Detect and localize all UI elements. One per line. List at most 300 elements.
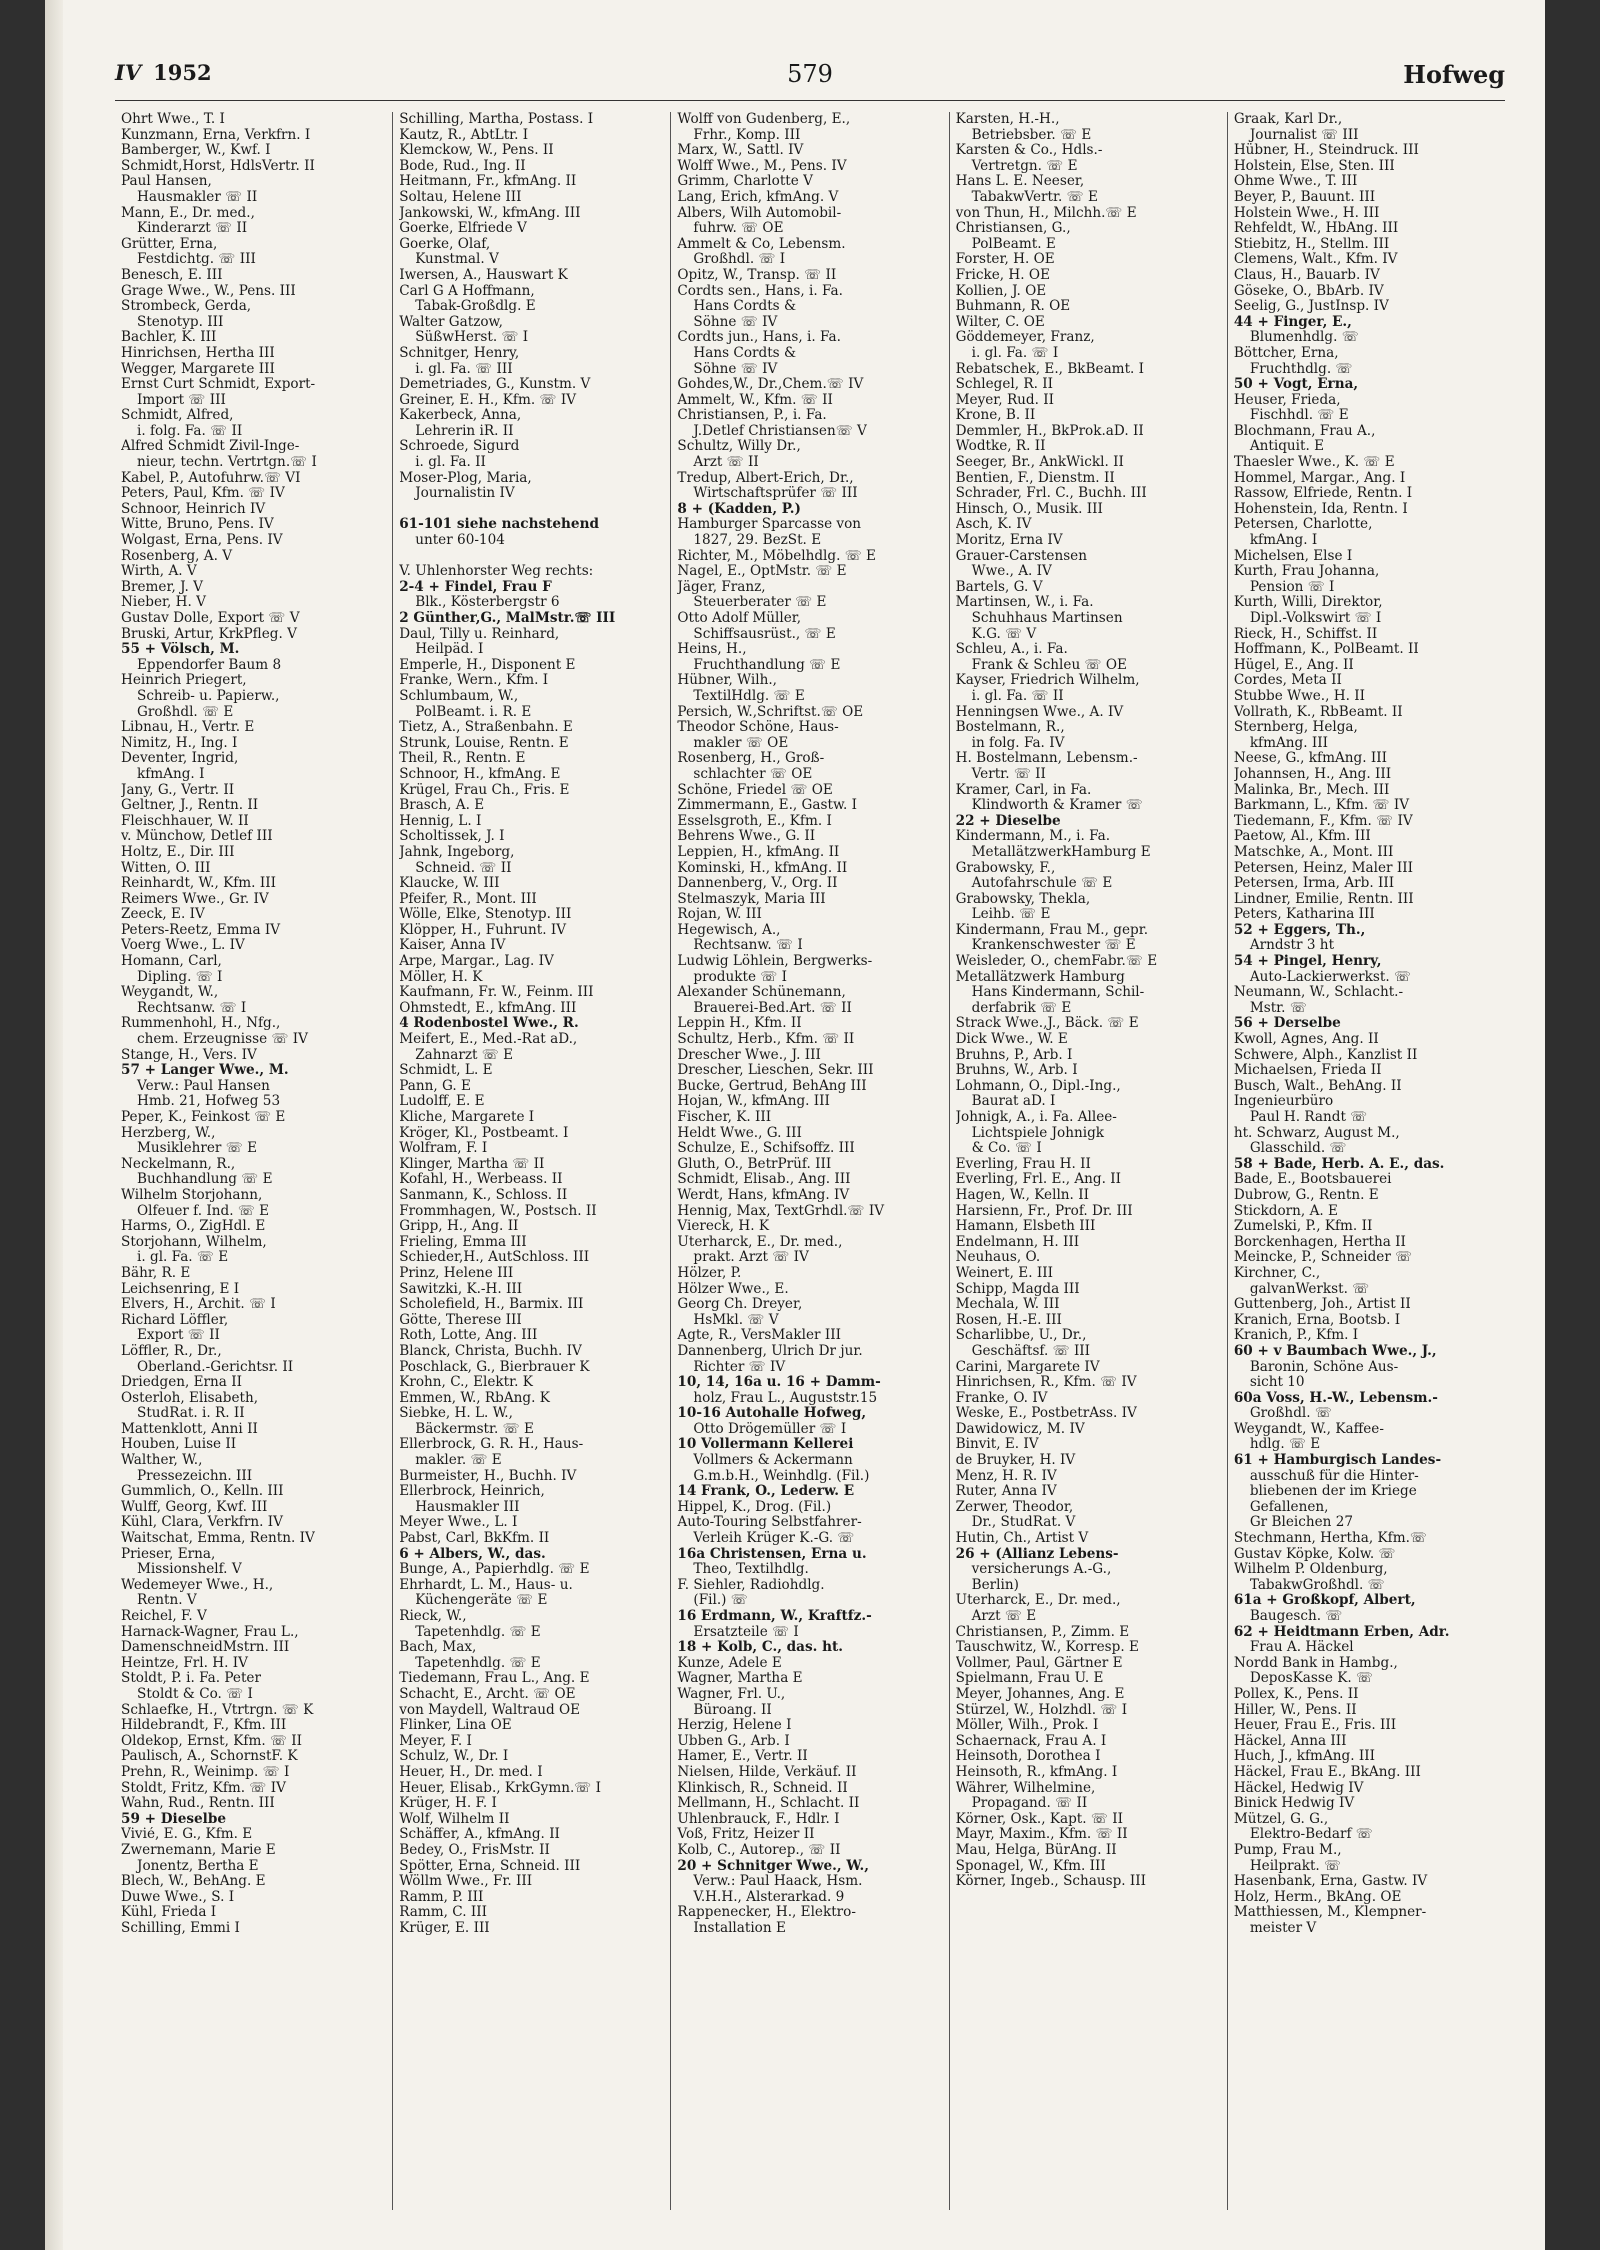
directory-entry: Weygandt, W., — [121, 985, 219, 1001]
directory-entry: Geltner, J., Rentn. II — [121, 798, 259, 814]
directory-entry: Hans Kindermann, Schil- — [971, 985, 1145, 1001]
directory-entry: Weinert, E. III — [955, 1265, 1053, 1281]
directory-entry: Henningsen Wwe., A. IV — [955, 704, 1124, 720]
street-name: Hofweg — [1403, 60, 1505, 89]
directory-entry: Ruter, Anna IV — [955, 1484, 1057, 1500]
directory-entry: Küchengeräte ☏ E — [415, 1593, 548, 1609]
directory-entry: Emmen, W., RbAng. K — [399, 1390, 550, 1406]
directory-entry: Tietz, A., Straßenbahn. E — [399, 720, 573, 736]
directory-entry: Matthiessen, M., Klempner- — [1233, 1905, 1427, 1921]
directory-entry: Grütter, Erna, — [121, 236, 218, 252]
directory-entry: V. Uhlenhorster Weg rechts: — [399, 564, 594, 580]
directory-entry: Stenotyp. III — [137, 314, 224, 330]
directory-entry: in folg. Fa. IV — [971, 735, 1065, 751]
directory-entry: Prinz, Helene III — [399, 1265, 514, 1281]
directory-entry: Scholefield, H., Barmix. III — [399, 1297, 584, 1313]
directory-entry: Rieck, W., — [399, 1609, 467, 1624]
directory-entry: Nimitz, H., Ing. I — [121, 735, 238, 751]
directory-entry: Ramm, P. III — [399, 1889, 484, 1905]
directory-entry: Everling, Frl. E., Ang. II — [955, 1172, 1122, 1188]
column-4 — [950, 112, 1228, 2210]
directory-entry: PolBeamt. i. R. E — [415, 704, 532, 720]
directory-entry: ausschuß für die Hinter- — [1249, 1468, 1419, 1484]
directory-entry: Bode, Rud., Ing. II — [399, 158, 526, 174]
directory-entry: Hinsch, O., Musik. III — [955, 501, 1103, 517]
directory-entry: Krüger, E. III — [399, 1920, 490, 1936]
directory-entry: Brasch, A. E — [399, 798, 485, 814]
directory-entry: Carini, Margarete IV — [955, 1359, 1100, 1375]
column-5 — [1228, 112, 1505, 2210]
directory-entry: Krüger, H. F. I — [399, 1796, 497, 1812]
directory-entry: i. gl. Fa. ☏ I — [971, 345, 1059, 361]
directory-entry: Ammelt & Co, Lebensm. — [677, 236, 846, 252]
directory-entry: Heinsoth, Dorothea I — [955, 1749, 1101, 1765]
directory-entry: Rosenberg, A. V — [121, 548, 233, 564]
directory-entry: Baurat aD. I — [971, 1094, 1056, 1110]
directory-entry: 10 Vollermann Kellerei — [677, 1437, 854, 1453]
directory-entry: Ludwig Löhlein, Bergwerks- — [677, 954, 873, 970]
directory-entry: Fricke, H. OE — [955, 267, 1050, 283]
directory-entry: Hans L. E. Neeser, — [955, 174, 1085, 190]
directory-entry: 22 + Dieselbe — [955, 813, 1061, 829]
directory-entry: Pump, Frau M., — [1233, 1842, 1342, 1858]
directory-entry: 14 Frank, O., Lederw. E — [677, 1484, 855, 1500]
directory-entry: Heilpäd. I — [415, 642, 484, 658]
directory-entry: Osterloh, Elisabeth, — [121, 1390, 259, 1406]
directory-entry: Spötter, Erna, Schneid. III — [399, 1858, 581, 1874]
directory-entry: Wegger, Margarete III — [121, 361, 275, 377]
directory-entry: Wilhelm P. Oldenburg, — [1233, 1562, 1388, 1578]
directory-entry: Dipl.-Volkswirt ☏ I — [1249, 611, 1382, 626]
directory-entry: Gefallenen, — [1249, 1499, 1329, 1515]
directory-entry: Reinhardt, W., Kfm. III — [121, 876, 276, 892]
directory-entry: Kakerbeck, Anna, — [399, 408, 522, 424]
directory-entry: Lehrerin iR. II — [415, 423, 514, 439]
directory-entry: Söhne ☏ IV — [693, 314, 778, 330]
directory-entry: DamenschneidMstrn. III — [121, 1640, 290, 1656]
directory-entry: Uhlenbrauck, F., Hdlr. I — [677, 1811, 840, 1827]
directory-entry: Klaucke, W. III — [399, 876, 500, 892]
directory-entry: Sawitzki, K.-H. III — [399, 1281, 523, 1297]
directory-entry: Bade, E., Bootsbauerei — [1233, 1172, 1392, 1188]
directory-entry: Schlumbaum, W., — [399, 688, 519, 704]
directory-entry: Mau, Helga, BürAng. II — [955, 1842, 1117, 1858]
directory-entry: Brauerei-Bed.Art. ☏ II — [693, 1000, 852, 1016]
directory-entry: Burmeister, H., Buchh. IV — [399, 1468, 577, 1484]
directory-entry: Hans Cordts & — [693, 299, 797, 315]
directory-entry: 18 + Kolb, C., das. ht. — [677, 1640, 844, 1656]
directory-entry: Libnau, H., Vertr. E — [121, 720, 255, 736]
directory-entry: Herzig, Helene I — [677, 1718, 792, 1734]
directory-entry: Richter ☏ IV — [693, 1359, 786, 1375]
directory-entry: Metallätzwerk Hamburg — [955, 969, 1125, 985]
directory-entry: Schulz, W., Dr. I — [399, 1749, 509, 1765]
directory-entry: 2-4 + Findel, Frau F — [399, 579, 552, 595]
directory-entry: Arndstr 3 ht — [1249, 938, 1335, 954]
directory-entry: Klinkisch, R., Schneid. II — [677, 1780, 848, 1796]
directory-entry: Gluth, O., BetrPrüf. III — [677, 1156, 832, 1172]
column-1 — [115, 112, 393, 2210]
directory-entry: StudRat. i. R. II — [137, 1406, 245, 1422]
directory-entry: Ehrhardt, L. M., Haus- u. — [399, 1577, 573, 1593]
directory-entry: Reichel, F. V — [121, 1609, 207, 1624]
directory-entry: Vertr. ☏ II — [971, 766, 1046, 782]
directory-entry: Homann, Carl, — [121, 954, 222, 970]
directory-entry: Bäckermstr. ☏ E — [415, 1421, 534, 1437]
directory-entry: Baronin, Schöne Aus- — [1249, 1359, 1399, 1375]
directory-entry: Kühl, Clara, Verkfrn. IV — [121, 1515, 283, 1531]
directory-entry: Meyer, Johannes, Ang. E — [955, 1686, 1125, 1702]
directory-entry: Schlegel, R. II — [955, 377, 1054, 393]
directory-entry: Ramm, C. III — [399, 1905, 487, 1921]
directory-entry: Vollmers & Ackermann — [693, 1453, 853, 1469]
directory-entry: Rassow, Elfriede, Rentn. I — [1233, 486, 1413, 502]
directory-entry: Graak, Karl Dr., — [1233, 112, 1343, 127]
directory-entry: 16 Erdmann, W., Kraftfz.- — [677, 1609, 872, 1624]
directory-entry: Frhr., Komp. III — [693, 127, 801, 143]
directory-entry: i. gl. Fa. ☏ III — [415, 361, 513, 377]
directory-entry: Storjohann, Wilhelm, — [121, 1234, 267, 1250]
directory-entry: Antiquit. E — [1249, 439, 1325, 455]
directory-entry: hdlg. ☏ E — [1249, 1437, 1321, 1453]
directory-entry: Ellerbrock, Heinrich, — [399, 1484, 545, 1500]
directory-entry: Journalist ☏ III — [1249, 127, 1359, 143]
directory-entry: Schroede, Sigurd — [399, 439, 520, 455]
directory-entry: Meincke, P., Schneider ☏ — [1233, 1250, 1413, 1266]
directory-entry: Autofahrschule ☏ E — [971, 876, 1113, 892]
directory-entry: Gustav Köpke, Kolw. ☏ — [1233, 1546, 1396, 1562]
year-label: 1952 — [153, 60, 212, 85]
directory-entry: Cordts jun., Hans, i. Fa. — [677, 330, 841, 346]
directory-entry: Tabak-Großdlg. E — [415, 299, 536, 315]
directory-entry: ht. Schwarz, August M., — [1233, 1125, 1400, 1141]
directory-entry: Vollrath, K., RbBeamt. II — [1233, 704, 1403, 720]
directory-entry: Demetriades, G., Kunstm. V — [399, 377, 591, 393]
directory-entry: Eppendorfer Baum 8 — [137, 657, 282, 673]
directory-entry: Kranich, Erna, Bootsb. I — [1233, 1312, 1401, 1328]
directory-entry: Siebke, H. L. W., — [399, 1406, 513, 1422]
directory-entry: Christiansen, P., i. Fa. — [677, 408, 827, 424]
directory-entry: Hausmakler III — [415, 1499, 520, 1515]
directory-entry: Blumenhdlg. ☏ — [1249, 330, 1359, 346]
directory-entry: Installation E — [693, 1920, 786, 1936]
directory-entry: Bruhns, W., Arb. I — [955, 1063, 1078, 1079]
directory-entry: Dr., StudRat. V — [971, 1515, 1076, 1531]
directory-entry: Herzberg, W., — [121, 1125, 216, 1141]
directory-entry: Driedgen, Erna II — [121, 1375, 242, 1391]
directory-entry: Georg Ch. Dreyer, — [677, 1297, 803, 1313]
directory-entry: Neckelmann, R., — [121, 1156, 236, 1172]
directory-entry: Rechtsanw. ☏ I — [137, 1000, 247, 1016]
directory-entry: derfabrik ☏ E — [971, 1000, 1072, 1016]
directory-entry: K.G. ☏ V — [971, 626, 1037, 642]
directory-entry: Heilprakt. ☏ — [1249, 1858, 1342, 1874]
directory-page — [45, 0, 1545, 2250]
directory-entry: Heintze, Frl. H. IV — [121, 1655, 248, 1671]
directory-entry: Leppin H., Kfm. II — [677, 1016, 802, 1032]
directory-entry: Meyer Wwe., L. I — [399, 1515, 518, 1531]
directory-entry: Kayser, Friedrich Wilhelm, — [955, 673, 1140, 689]
directory-entry: Journalistin IV — [415, 486, 515, 502]
directory-entry: Hinrichsen, Hertha III — [121, 345, 275, 361]
directory-entry: Klindworth & Kramer ☏ — [971, 798, 1143, 814]
directory-entry: Wolff Wwe., M., Pens. IV — [677, 158, 847, 174]
directory-entry: Leichsenring, E I — [121, 1281, 240, 1297]
directory-entry: Holstein Wwe., H. III — [1233, 205, 1380, 221]
directory-entry: Christiansen, G., — [955, 221, 1071, 237]
directory-entry: Hoffmann, K., PolBeamt. II — [1233, 642, 1419, 658]
directory-entry: Grabowsky, Thekla, — [955, 891, 1091, 907]
directory-entry: Kunzmann, Erna, Verkfrn. I — [121, 127, 311, 143]
directory-entry: Schnoor, H., kfmAng. E — [399, 766, 561, 782]
directory-entry: Wolgast, Erna, Pens. IV — [121, 533, 283, 549]
directory-entry: Pfeifer, R., Mont. III — [399, 891, 537, 907]
directory-entry: Barkmann, L., Kfm. ☏ IV — [1233, 798, 1410, 814]
directory-entry: Hegewisch, A., — [677, 922, 781, 938]
directory-entry: Hübner, Wilh., — [677, 673, 777, 689]
page-number: 579 — [787, 60, 833, 88]
directory-entry: Holz, Herm., BkAng. OE — [1233, 1889, 1402, 1905]
directory-entry: Tapetenhdlg. ☏ E — [415, 1655, 541, 1671]
directory-entry: Schilling, Emmi I — [121, 1920, 240, 1936]
directory-entry: Nielsen, Hilde, Verkäuf. II — [677, 1764, 857, 1780]
directory-entry: Wolff von Gudenberg, E., — [677, 112, 851, 127]
directory-entry: produkte ☏ I — [693, 969, 788, 985]
directory-entry: Walther, W., — [121, 1453, 203, 1469]
page-binding-edge — [45, 0, 63, 2250]
directory-entry: Hohenstein, Ida, Rentn. I — [1233, 501, 1408, 517]
directory-entry: Glasschild. ☏ — [1249, 1141, 1347, 1157]
directory-entry: Dick Wwe., W. E — [955, 1032, 1068, 1048]
directory-entry: kfmAng. I — [137, 766, 205, 782]
directory-entry: Göddemeyer, Franz, — [955, 330, 1095, 346]
directory-entry: Häckel, Anna III — [1233, 1733, 1347, 1749]
directory-entry: Heuser, Frieda, — [1233, 392, 1341, 408]
directory-entry: Kaiser, Anna IV — [399, 938, 506, 954]
directory-entry: Gustav Dolle, Export ☏ V — [121, 611, 300, 626]
directory-entry: Greiner, E. H., Kfm. ☏ IV — [399, 392, 577, 408]
directory-entry: Möller, Wilh., Prok. I — [955, 1718, 1099, 1734]
directory-entry: Rehfeldt, W., HbAng. III — [1233, 221, 1399, 237]
directory-entry: Thaesler Wwe., K. ☏ E — [1233, 455, 1395, 471]
directory-entry: Stelmaszyk, Maria III — [677, 891, 826, 907]
directory-entry: Clemens, Walt., Kfm. IV — [1233, 252, 1398, 268]
directory-entry: Heinsoth, R., kfmAng. I — [955, 1764, 1118, 1780]
directory-entry: Pann, G. E — [399, 1078, 471, 1094]
directory-entry: Witte, Bruno, Pens. IV — [121, 517, 274, 533]
directory-entry: Ernst Curt Schmidt, Export- — [121, 377, 316, 393]
directory-entry: Frommhagen, W., Postsch. II — [399, 1203, 597, 1219]
directory-entry: Rieck, H., Schiffst. II — [1233, 626, 1378, 642]
directory-entry: Hippel, K., Drog. (Fil.) — [677, 1499, 832, 1515]
directory-entry: Krankenschwester ☏ E — [971, 938, 1136, 954]
directory-entry: Rebatschek, E., BkBeamt. I — [955, 361, 1145, 377]
directory-entry: de Bruyker, H. IV — [955, 1453, 1076, 1469]
directory-entry: Rojan, W. III — [677, 907, 762, 923]
directory-entry: 58 + Bade, Herb. A. E., das. — [1233, 1156, 1445, 1172]
directory-entry: Oldekop, Ernst, Kfm. ☏ II — [121, 1733, 303, 1749]
directory-entry: Jonentz, Bertha E — [137, 1858, 259, 1874]
directory-entry: Bucke, Gertrud, BehAng III — [677, 1078, 867, 1094]
directory-entry: Cordes, Meta II — [1233, 673, 1342, 689]
directory-entry: Witten, O. III — [121, 860, 211, 876]
directory-entry: Tiedemann, F., Kfm. ☏ IV — [1233, 813, 1413, 829]
directory-entry: Spielmann, Frau U. E — [955, 1671, 1104, 1687]
directory-entry: Peters-Reetz, Emma IV — [121, 922, 281, 938]
directory-entry: Weisleder, O., chemFabr.☏ E — [955, 954, 1158, 970]
directory-entry: Rentn. V — [137, 1593, 197, 1609]
directory-entry: Import ☏ III — [137, 392, 226, 408]
directory-entry: Weygandt, W., Kaffee- — [1233, 1421, 1384, 1437]
directory-entry: Lichtspiele Johnigk — [971, 1125, 1105, 1141]
directory-entry: Strunk, Louise, Rentn. E — [399, 735, 569, 751]
directory-entry: 61-101 siehe nachstehend — [399, 517, 599, 533]
directory-entry: Schuhhaus Martinsen — [971, 611, 1123, 626]
directory-entry: Harms, O., ZigHdl. E — [121, 1219, 266, 1235]
directory-entry: i. folg. Fa. ☏ II — [137, 423, 243, 439]
directory-entry: Kühl, Frieda I — [121, 1905, 217, 1921]
directory-entry: 56 + Derselbe — [1233, 1016, 1341, 1032]
directory-entry: Kautz, R., AbtLtr. I — [399, 127, 529, 143]
directory-entry: Malinka, Br., Mech. III — [1233, 782, 1390, 798]
directory-entry: Hinrichsen, R., Kfm. ☏ IV — [955, 1375, 1137, 1391]
directory-entry: Missionshelf. V — [137, 1562, 242, 1578]
directory-entry: Vollmer, Paul, Gärtner E — [955, 1655, 1123, 1671]
directory-entry: Schiffsausrüst., ☏ E — [693, 626, 836, 642]
directory-entry: Scholtissek, J. I — [399, 829, 505, 845]
directory-entry: Dawidowicz, M. IV — [955, 1421, 1085, 1437]
directory-entry: Petersen, Heinz, Maler III — [1233, 860, 1413, 876]
directory-entry: Houben, Luise II — [121, 1437, 237, 1453]
directory-entry: makler. ☏ E — [415, 1453, 502, 1469]
directory-entry: Wagner, Martha E — [677, 1671, 803, 1687]
directory-entry: Schmidt,Horst, HdlsVertr. II — [121, 158, 315, 174]
directory-entry: Johnigk, A., i. Fa. Allee- — [955, 1110, 1117, 1125]
directory-entry: Petersen, Irma, Arb. III — [1233, 876, 1395, 892]
directory-entry: Hagen, W., Kelln. II — [955, 1187, 1089, 1203]
directory-entry: Nieber, H. V — [121, 595, 206, 611]
directory-entry: Kofahl, H., Werbeass. II — [399, 1172, 563, 1188]
entries-columns — [115, 112, 1505, 2210]
directory-entry: Schwere, Alph., Kanzlist II — [1233, 1047, 1418, 1063]
directory-entry: Stechmann, Hertha, Kfm.☏ — [1233, 1531, 1427, 1547]
directory-entry: chem. Erzeugnisse ☏ IV — [137, 1032, 308, 1048]
directory-entry: Grauer-Carstensen — [955, 548, 1087, 564]
directory-entry: Hamann, Elsbeth III — [955, 1219, 1096, 1235]
directory-entry: Verw.: Paul Haack, Hsm. — [693, 1874, 863, 1890]
directory-entry: Kröger, Kl., Postbeamt. I — [399, 1125, 569, 1141]
directory-entry: Stange, H., Vers. IV — [121, 1047, 257, 1063]
directory-entry: Heins, H., — [677, 642, 747, 658]
directory-entry: Daul, Tilly u. Reinhard, — [399, 626, 560, 642]
directory-entry: 55 + Völsch, M. — [121, 642, 240, 658]
directory-entry: Schipp, Magda III — [955, 1281, 1080, 1297]
directory-entry: Wölle, Elke, Stenotyp. III — [399, 907, 572, 923]
directory-entry: Paulisch, A., SchornstF. K — [121, 1749, 298, 1765]
directory-entry: Oberland.-Gerichtsr. II — [137, 1359, 294, 1375]
directory-entry: 8 + (Kadden, P.) — [677, 501, 801, 517]
directory-entry: Gummlich, O., Kelln. III — [121, 1484, 284, 1500]
directory-entry: galvanWerkst. ☏ — [1249, 1281, 1370, 1297]
directory-entry: Kurth, Willi, Direktor, — [1233, 595, 1383, 611]
directory-entry: Walter Gatzow, — [399, 314, 503, 330]
directory-entry: Binvit, E. IV — [955, 1437, 1039, 1453]
directory-entry: Paul H. Randt ☏ — [1249, 1110, 1368, 1125]
directory-entry: Bach, Max, — [399, 1640, 477, 1656]
directory-entry: TabakwGroßhdl. ☏ — [1249, 1577, 1385, 1593]
directory-entry: 50 + Vogt, Erna, — [1233, 377, 1359, 393]
directory-entry: Propagand. ☏ II — [971, 1796, 1088, 1812]
directory-entry: Busch, Walt., BehAng. II — [1233, 1078, 1402, 1094]
directory-entry: DeposKasse K. ☏ — [1249, 1671, 1373, 1687]
directory-entry: Jankowski, W., kfmAng. III — [399, 205, 581, 221]
directory-entry: F. Siehler, Radiohdlg. — [677, 1577, 825, 1593]
directory-entry: Kirchner, C., — [1233, 1265, 1321, 1281]
directory-entry: Hommel, Margar., Ang. I — [1233, 470, 1406, 486]
directory-entry: Mellmann, H., Schlacht. II — [677, 1796, 860, 1812]
directory-entry: H. Bostelmann, Lebensm.- — [955, 751, 1138, 767]
directory-entry: Leihb. ☏ E — [971, 907, 1051, 923]
directory-entry: Lang, Erich, kfmAng. V — [677, 189, 839, 205]
directory-entry: Ammelt, W., Kfm. ☏ II — [677, 392, 833, 408]
directory-entry: Schultz, Herb., Kfm. ☏ II — [677, 1032, 855, 1048]
directory-entry: Hans Cordts & — [693, 345, 797, 361]
directory-entry: i. gl. Fa. II — [415, 455, 486, 471]
directory-entry: Kranich, P., Kfm. I — [1233, 1328, 1359, 1344]
directory-entry: Hausmakler ☏ II — [137, 189, 258, 205]
directory-entry: Peters, Katharina III — [1233, 907, 1375, 923]
directory-entry: 2 Günther,G., MalMstr.☏ III — [399, 611, 616, 626]
directory-entry: Frieling, Emma III — [399, 1234, 527, 1250]
directory-entry: Böttcher, Erna, — [1233, 345, 1339, 361]
directory-entry: Blochmann, Frau A., — [1233, 423, 1376, 439]
directory-entry: Stoldt, Fritz, Kfm. ☏ IV — [121, 1780, 286, 1796]
directory-entry: 54 + Pingel, Henry, — [1233, 954, 1382, 970]
directory-entry: Zimmermann, E., Gastw. I — [677, 798, 857, 814]
directory-entry: Kliche, Margarete I — [399, 1110, 535, 1125]
directory-entry: von Maydell, Waltraud OE — [399, 1702, 581, 1718]
directory-entry: Leppien, H., kfmAng. II — [677, 844, 840, 860]
directory-entry: Tapetenhdlg. ☏ E — [415, 1624, 541, 1640]
directory-entry: Kindermann, Frau M., gepr. — [955, 922, 1149, 938]
directory-entry: Karsten & Co., Hdls.- — [955, 143, 1103, 159]
directory-entry: Franke, Wern., Kfm. I — [399, 673, 549, 689]
directory-entry: Meifert, E., Med.-Rat aD., — [399, 1032, 578, 1048]
directory-entry: 16a Christensen, Erna u. — [677, 1546, 867, 1562]
directory-entry: Voß, Fritz, Heizer II — [677, 1827, 815, 1843]
directory-entry: Bedey, O., FrisMstr. II — [399, 1842, 550, 1858]
directory-entry: Arzt ☏ E — [971, 1609, 1037, 1624]
directory-entry: Kaufmann, Fr. W., Feinm. III — [399, 985, 594, 1001]
directory-entry: makler ☏ OE — [693, 735, 789, 751]
directory-entry: Sponagel, W., Kfm. III — [955, 1858, 1106, 1874]
directory-entry: Werdt, Hans, kfmAng. IV — [677, 1187, 850, 1203]
directory-entry: Theil, R., Rentn. E — [399, 751, 526, 767]
directory-entry: Albers, Wilh Automobil- — [677, 205, 842, 221]
directory-entry: Beyer, P., Bauunt. III — [1233, 189, 1376, 205]
directory-entry: Hmb. 21, Hofweg 53 — [137, 1094, 281, 1110]
directory-entry: Rosenberg, H., Groß- — [677, 751, 825, 767]
directory-entry: Behrens Wwe., G. II — [677, 829, 816, 845]
directory-entry: Rosen, H.-E. III — [955, 1312, 1062, 1328]
directory-entry: 59 + Dieselbe — [121, 1811, 226, 1827]
directory-entry: Kunze, Adele E — [677, 1655, 782, 1671]
directory-entry: Möller, H. K — [399, 969, 483, 985]
directory-entry: bliebenen der im Kriege — [1249, 1484, 1417, 1500]
directory-entry: Heinrich Priegert, — [121, 673, 247, 689]
directory-entry: Persich, W.,Schriftst.☏ OE — [677, 704, 864, 720]
directory-entry: Blech, W., BehAng. E — [121, 1874, 266, 1890]
